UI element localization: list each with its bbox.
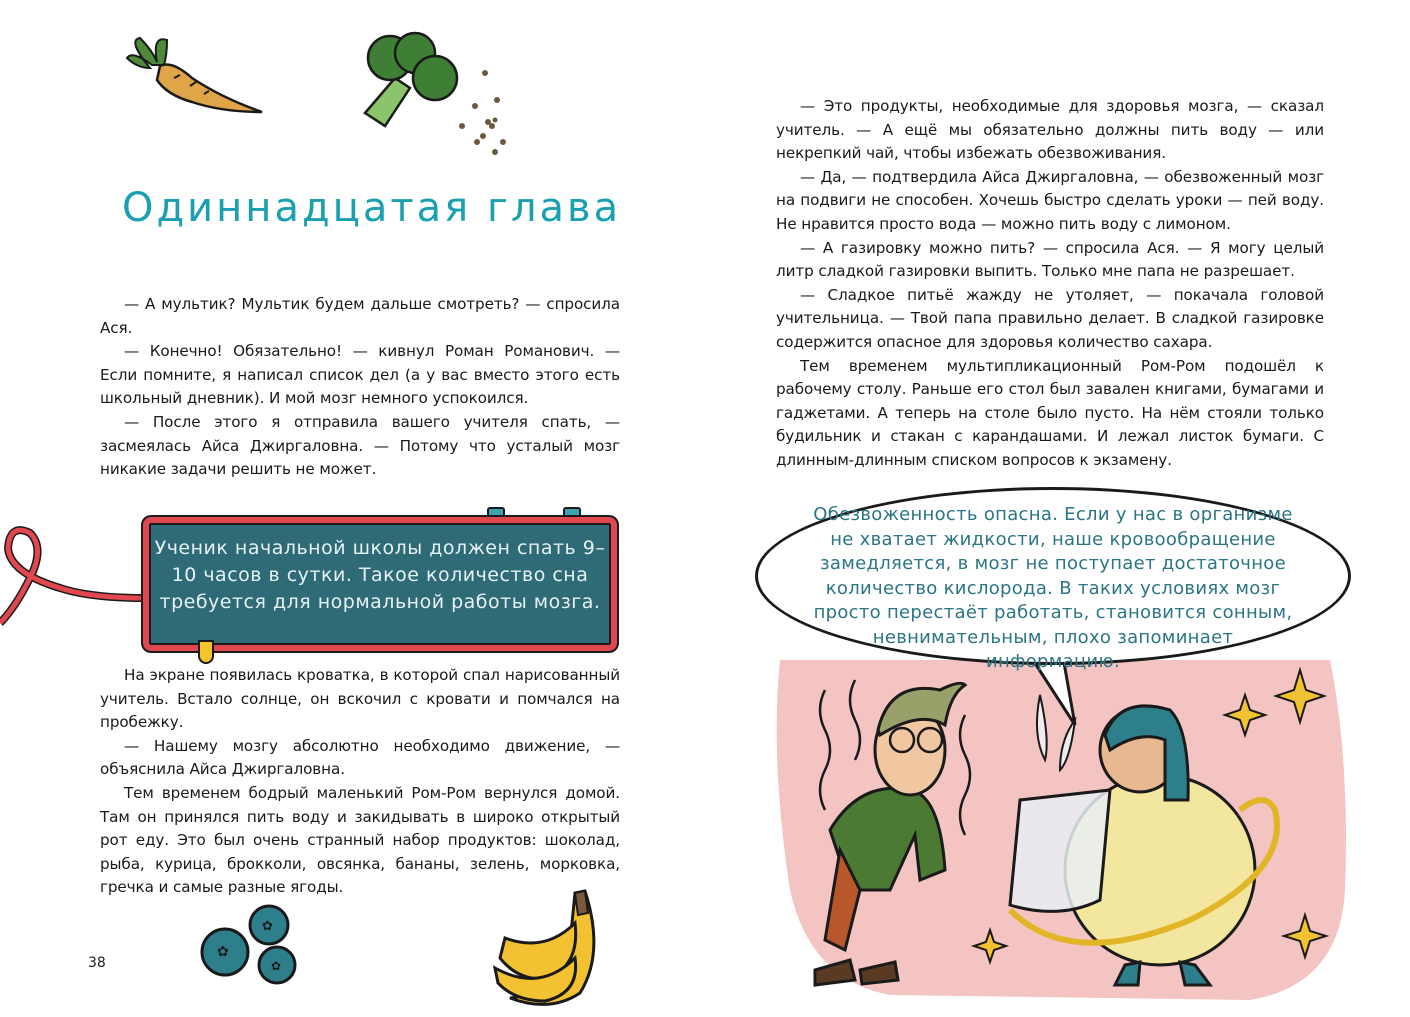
paragraph: — Конечно! Обязательно! — кивнул Роман Романович. — Если помните, я написал список дел (а у вас вместо этого есть школьный дневник). И мой мозг немного успокоился. bbox=[100, 342, 620, 408]
chapter-title: Одиннадцатая глава bbox=[122, 184, 622, 231]
paragraph: — Да, — подтвердила Айса Джиргаловна, — обезвоженный мозг на подвиги не способен. Хочешь быстро сделать уроки — пей воду. Не нравится просто вода — можно пить воду с лимоном. bbox=[776, 167, 1324, 233]
svg-text:✿: ✿ bbox=[271, 959, 282, 973]
tv-screen-illustration bbox=[143, 517, 617, 651]
bulb-icon bbox=[198, 640, 214, 664]
paragraph: Тем временем мультипликационный Ром-Ром подошёл к рабочему столу. Раньше его стол был завален книгами, бумагами и гаджетами. А теперь на столе было пусто. На нём стояли только будильник и стакан с карандашами. И лежал листок бумаги. С длинным-длинным списком вопросов к экзамену. bbox=[776, 356, 1324, 469]
paragraph: — Нашему мозгу абсолютно необходимо движение, — объяснила Айса Джиргаловна. bbox=[100, 736, 620, 779]
text-block-2 bbox=[100, 664, 620, 900]
tired-teacher-and-planet-girl-illustration bbox=[770, 640, 1350, 1010]
blueberries-icon bbox=[195, 900, 315, 990]
screen-fact-text: Ученик начальной школы должен спать 9–10 часов в сутки. Такое количество сна требуется для нормальной работы мозга. bbox=[154, 537, 606, 613]
right-text-block bbox=[776, 95, 1324, 473]
speech-bubble bbox=[755, 487, 1351, 672]
paragraph: — А мультик? Мультик будем дальше смотреть? — спросила Ася. bbox=[100, 295, 620, 337]
carrot-icon bbox=[112, 20, 272, 120]
paragraph: — После этого я отправила вашего учителя спать, — засмеялась Айса Джиргаловна. — Потому что усталый мозг никакие задачи решить не может. bbox=[100, 412, 620, 479]
bananas-icon bbox=[490, 883, 610, 1013]
svg-text:✿: ✿ bbox=[262, 919, 273, 934]
page-number: 38 bbox=[88, 955, 106, 971]
paragraph: На экране появилась кроватка, в которой спал нарисованный учитель. Встало солнце, он вскочил с кровати и помчался на пробежку. bbox=[100, 666, 620, 732]
paragraph: — А газировку можно пить? — спросила Ася. — Я могу целый литр сладкой газировки выпить. Только мне папа не разрешает. bbox=[776, 238, 1324, 281]
speech-bubble-text: Обезвоженность опасна. Если у нас в организме не хватает жидкости, наше кровообращение замедляется, в мозг не поступает достаточное количество кислорода. В таких условиях мозг просто перестаёт работать, становится сонным, невнимательным, плохо запоминает информацию. bbox=[813, 504, 1293, 672]
paragraph: Тем временем бодрый маленький Ром-Ром вернулся домой. Там он принялся пить воду и закидывать в широко открытый рот еду. Это был очень странный набор продуктов: шоколад, рыба, курица, брокколи, овсянка, бананы, зелень, морковка, гречка и самые разные ягоды. bbox=[100, 783, 620, 897]
text-block-1 bbox=[100, 293, 620, 482]
paragraph: — Сладкое питьё жажду не утоляет, — покачала головой учительница. — Твой папа правильно делает. В сладкой газировке содержится опасное для здоровья количество сахара. bbox=[776, 285, 1324, 351]
svg-text:✿: ✿ bbox=[217, 944, 229, 960]
seeds-icon bbox=[455, 90, 515, 160]
power-cord-icon bbox=[0, 518, 150, 638]
paragraph: — Это продукты, необходимые для здоровья мозга, — сказал учитель. — А ещё мы обязательно должны пить воду — или некрепкий чай, чтобы избежать обезвоживания. bbox=[776, 97, 1324, 163]
